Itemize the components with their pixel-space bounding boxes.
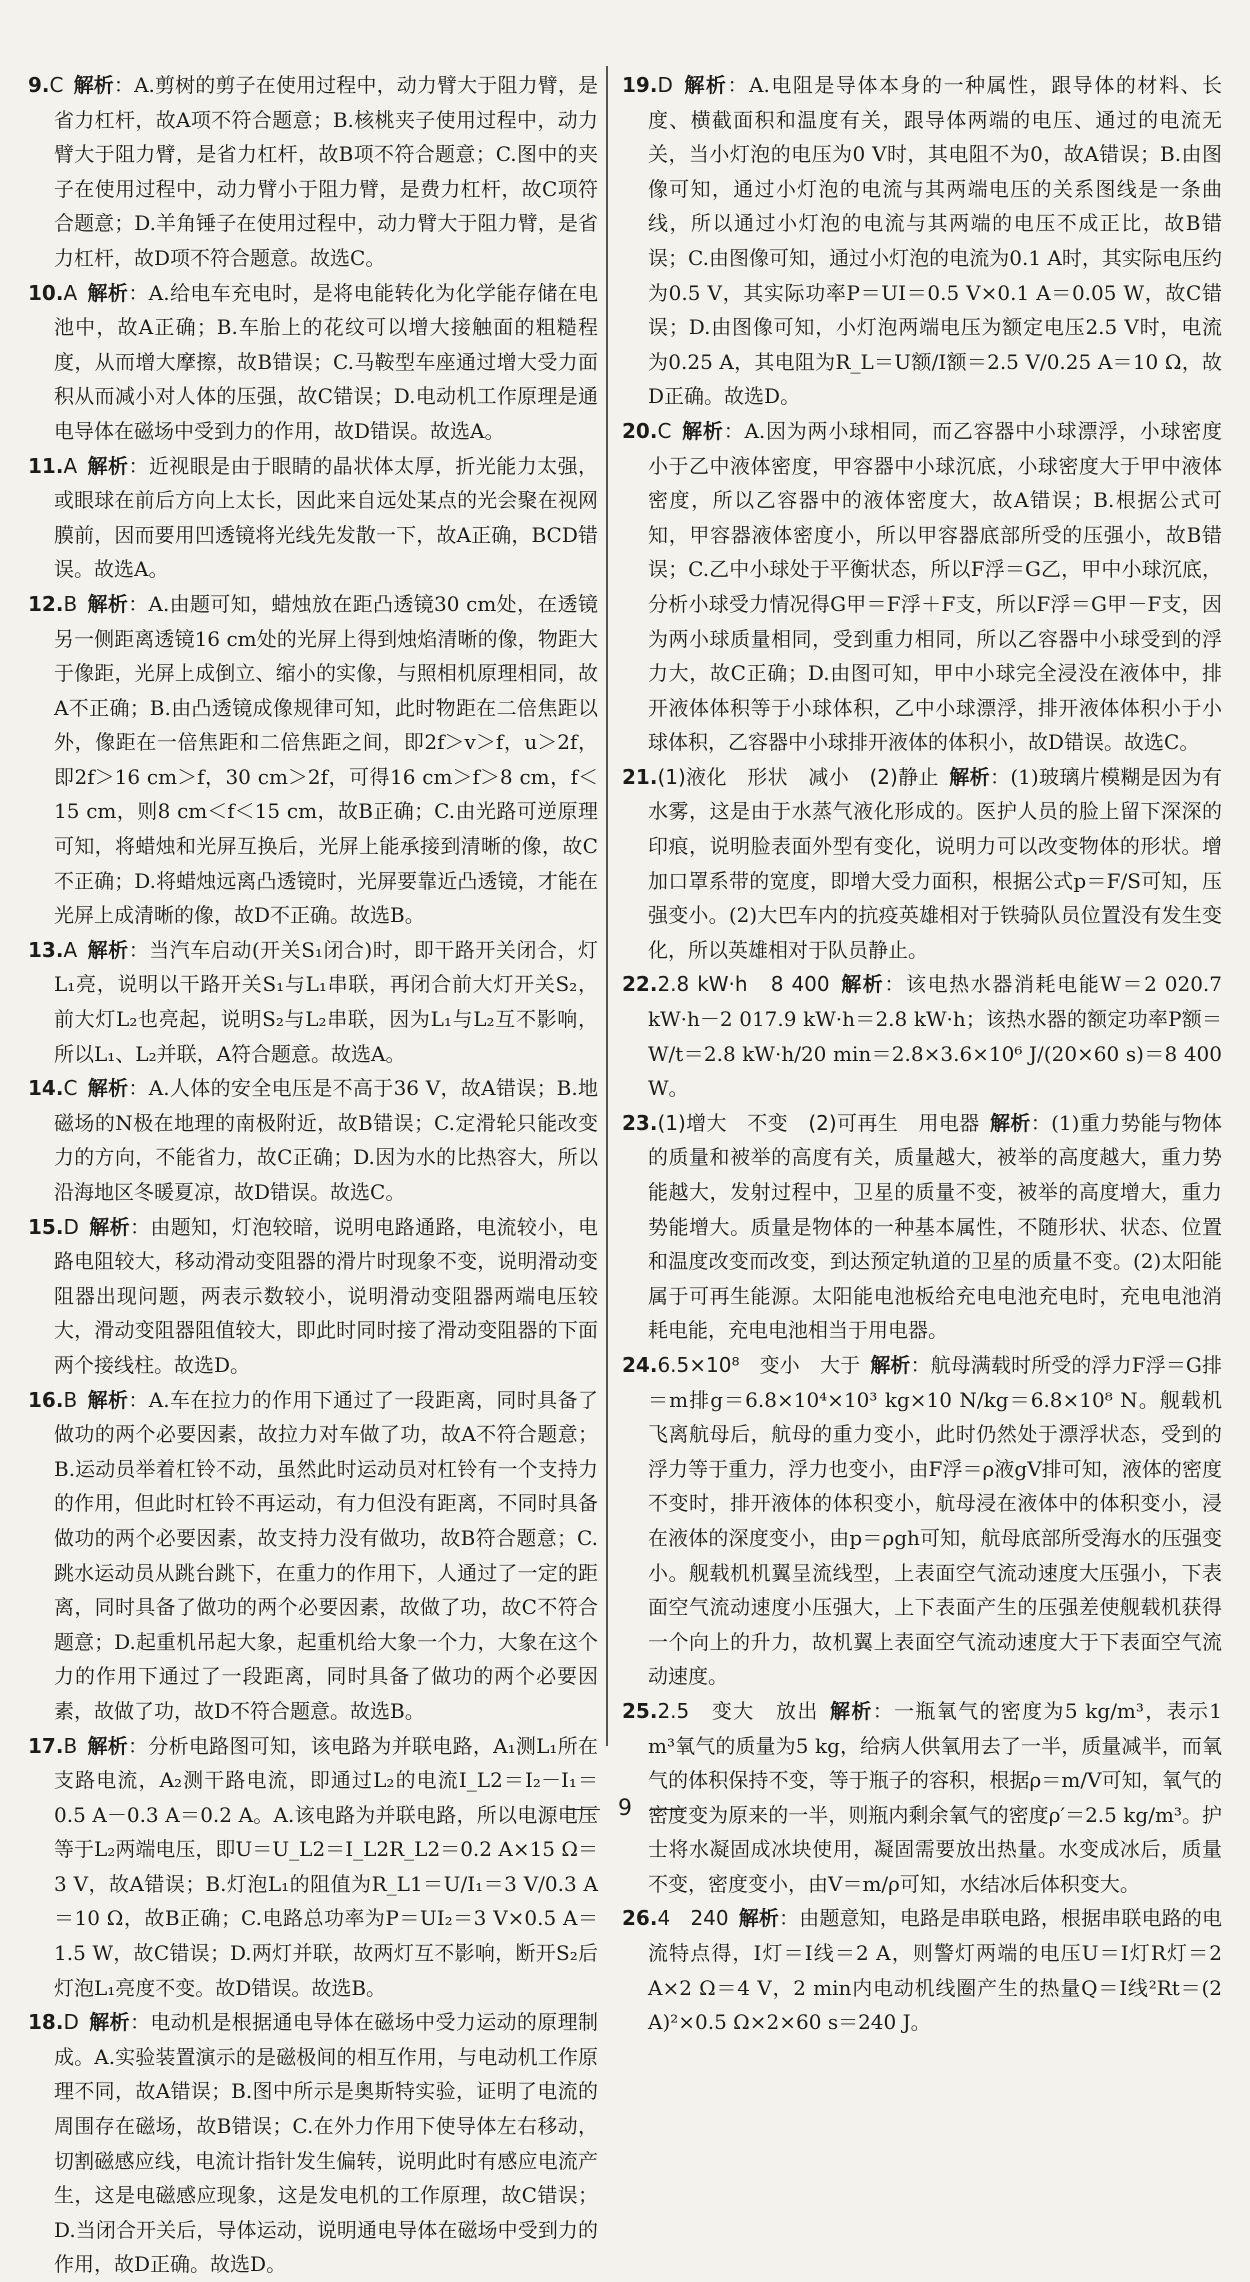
analysis-label: 解析 [73, 73, 114, 97]
answer-key: B [63, 1733, 78, 1758]
answer-item: 25.2.5 变大 放出 解析：一瓶氧气的密度为5 kg/m³，表示1 m³氧气的质量为5 kg，给病人供氧用去了一半，质量减半，而氧气的体积保持不变，等于瓶子的容积，根据ρ＝m/V可知，氧气的密度变为原来的一半，则瓶内剩余氧气的密度ρ′＝2.5 kg/m³。护士将水凝固成冰块使用，凝固需要放出热量。水变成冰后，质量不变，密度变小，由V＝m/ρ可知，水结冰后体积变大。 [622, 1698, 1223, 1896]
analysis-label: 解析 [88, 1214, 130, 1239]
question-number: 21. [622, 764, 658, 789]
question-number: 15. [28, 1214, 64, 1239]
column-divider [606, 66, 608, 1746]
analysis-text: A.由题可知，蜡烛放在距凸透镜30 cm处，在透镜另一侧距离透镜16 cm处的光屏上得到烛焰清晰的像，物距大于像距，光屏上成倒立、缩小的实像，与照相机原理相同，故A不正确；B.由凸透镜成像规律可知，此时物距在二倍焦距以外，像距在一倍焦距和二倍焦距之间，即2f＞v＞f，u＞2f，即2f＞16 cm＞f，30 cm＞2f，可得16 cm＞f＞8 cm，f＜15 cm，则8 cm＜f＜15 cm，故B正确；C.由光路可逆原理可知，将蜡烛和光屏互换后，光屏上能承接到清晰的像，故C不正确；D.将蜡烛远离凸透镜时，光屏要靠近凸透镜，才能在光屏上成清晰的像，故D不正确。故选B。 [54, 591, 599, 928]
answer-item: 19.D 解析：A.电阻是导体本身的一种属性，跟导体的材料、长度、横截面积和温度有关，跟导体两端的电压、通过的电流无关，当小灯泡的电压为0 V时，其电阻不为0，故A错误；B.由图像可知，通过小灯泡的电流与其两端电压的关系图线是一条曲线，所以通过小灯泡的电流与其两端的电压不成正比，故B错误；C.由图像可知，通过小灯泡的电流为0.1 A时，其实际电压约为0.5 V，其实际功率P＝UI＝0.5 V×0.1 A＝0.05 W，故C错误；D.由图像可知，小灯泡两端电压为额定电压2.5 V时，电流为0.25 A，其电阻为R_L＝U额/I额＝2.5 V/0.25 A＝10 Ω，故D正确。故选D。 [622, 73, 1223, 409]
analysis-text: 一瓶氧气的密度为5 kg/m³，表示1 m³氧气的质量为5 kg，给病人供氧用去了一半，质量减半，而氧气的体积保持不变，等于瓶子的容积，根据ρ＝m/V可知，氧气的密度变为原来的一半，则瓶内剩余氧气的密度ρ′＝2.5 kg/m³。护士将水凝固成冰块使用，凝固需要放出热量。水变成冰后，质量不变，密度变小，由V＝m/ρ可知，水结冰后体积变大。 [648, 1698, 1223, 1896]
analysis-text: A.剪树的剪子在使用过程中，动力臂大于阻力臂，是省力杠杆，故A项不符合题意；B.核桃夹子使用过程中，动力臂大于阻力臂，是省力杠杆，故B项不符合题意；C.图中的夹子在使用过程中，动力臂小于阻力臂，是费力杠杆，故C项符合题意；D.羊角锤子在使用过程中，动力臂大于阻力臂，是省力杠杆，故D项不符合题意。故选C。 [54, 73, 599, 270]
answer-key: 2.8 kW·h 8 400 [657, 972, 830, 997]
analysis-text: 分析电路图可知，该电路为并联电路，A₁测L₁所在支路电流，A₂测干路电流，即通过L₂的电流I_L2＝I₂－I₁＝0.5 A－0.3 A＝0.2 A。A.该电路为并联电路，所以电源电压等于L₂两端电压，即U＝U_L2＝I_L2R_L2＝0.2 A×15 Ω＝3 V，故A错误；B.灯泡L₁的阻值为R_L1＝U/I₁＝3 V/0.3 A＝10 Ω，故B正确；C.电路总功率为P＝UI₂＝3 V×0.5 A＝1.5 W，故C错误；D.两灯并联，故两灯互不影响，断开S₂后灯泡L₁亮度不变。故D错误。故选B。 [54, 1733, 599, 2000]
analysis-text: A.因为两小球相同，而乙容器中小球漂浮，小球密度小于乙中液体密度，甲容器中小球沉底，小球密度大于甲中液体密度，所以乙容器中的液体密度大，故A错误；B.根据公式可知，甲容器液体密度小，所以甲容器底部所受的压强小，故B错误；C.乙中小球处于平衡状态，所以F浮＝G乙，甲中小球沉底，分析小球受力情况得G甲＝F浮＋F支，所以F浮＝G甲－F支，因为两小球质量相同，受到重力相同，所以乙容器中小球受到的浮力大，故C正确；D.由图可知，甲中小球完全浸没在液体中，排开液体体积等于小球体积，乙中小球漂浮，排开液体体积小于小球体积，乙容器中小球排开液体的体积小，故D错误。故选C。 [648, 418, 1223, 755]
question-number: 25. [622, 1698, 658, 1723]
analysis-text: 由题知，灯泡较暗，说明电路通路，电流较小，电路电阻较大，移动滑动变阻器的滑片时现象不变，说明滑动变阻器出现问题，两表示数较小，说明滑动变阻器两端电压较大，滑动变阻器阻值较大，即此时同时接了滑动变阻器的下面两个接线柱。故选D。 [54, 1214, 599, 1377]
answer-key: 6.5×10⁸ 变小 大于 [657, 1352, 861, 1377]
analysis-text: 当汽车启动(开关S₁闭合)时，即干路开关闭合，灯L₁亮，说明以干路开关S₁与L₁串联，再闭合前大灯开关S₂，前大灯L₂也亮起，说明S₂与L₂串联，因为L₁与L₂互不影响，所以L₁、L₂并联，A符合题意。故选A。 [54, 937, 599, 1066]
analysis-label: 解析 [738, 1906, 780, 1931]
question-number: 13. [28, 937, 64, 962]
analysis-text: 航母满载时所受的浮力F浮＝G排＝m排g＝6.8×10⁴×10³ kg×10 N/kg＝6.8×10⁸ N。舰载机飞离航母后，航母的重力变小，此时仍然处于漂浮状态，受到的浮力等于重力，浮力也变小，由F浮＝ρ液gV排可知，液体的密度不变时，排开液体的体积变小，航母浸在液体中的体积变小，浸在液体的深度变小，由p＝ρgh可知，航母底部所受海水的压强变小。舰载机机翼呈流线型，上表面空气流动速度大压强小，下表面空气流动速度小压强大，上下表面产生的压强差使舰载机获得一个向上的升力，故机翼上表面空气流动速度大于下表面空气流动速度。 [648, 1352, 1223, 1689]
answer-key: (1)液化 形状 减小 (2)静止 [657, 764, 939, 789]
analysis-text: A.人体的安全电压是不高于36 V，故A错误；B.地磁场的N极在地理的南极附近，故B错误；C.定滑轮只能改变力的方向，不能省力，故C正确；D.因为水的比热容大，所以沿海地区冬暖夏凉，故D错误。故选C。 [54, 1076, 599, 1204]
answer-key: A [63, 937, 78, 962]
answer-item: 17.B 解析：分析电路图可知，该电路为并联电路，A₁测L₁所在支路电流，A₂测干路电流，即通过L₂的电流I_L2＝I₂－I₁＝0.5 A－0.3 A＝0.2 A。A.该电路为并联电路，所以电源电压等于L₂两端电压，即U＝U_L2＝I_L2R_L2＝0.2 A×15 Ω＝3 V，故A错误；B.灯泡L₁的阻值为R_L1＝U/I₁＝3 V/0.3 A＝10 Ω，故B正确；C.电路总功率为P＝UI₂＝3 V×0.5 A＝1.5 W，故C错误；D.两灯并联，故两灯互不影响，断开S₂后灯泡L₁亮度不变。故D错误。故选B。 [28, 1733, 599, 2000]
analysis-label: 解析 [828, 1698, 873, 1723]
question-number: 10. [28, 280, 64, 305]
analysis-label: 解析 [682, 73, 728, 97]
question-number: 26. [622, 1906, 658, 1931]
page-number: 9 [618, 1796, 632, 1821]
question-number: 24. [622, 1352, 658, 1377]
answer-item: 18.D 解析：电动机是根据通电导体在磁场中受力运动的原理制成。A.实验装置演示的是磁极间的相互作用，与电动机工作原理不同，故A错误；B.图中所示是奥斯特实验，证明了电流的周围存在磁场，故B错误；C.在外力作用下使导体左右移动，切割磁感应线，电流计指针发生偏转，说明此时有感应电流产生，这是电磁感应现象，这是发电机的工作原理，故C错误；D.当闭合开关后，导体运动，说明通电导体在磁场中受到力的作用，故D正确。故选D。 [28, 2010, 599, 2277]
question-number: 14. [28, 1076, 64, 1101]
right-column [622, 68, 1222, 2040]
analysis-label: 解析 [989, 1110, 1031, 1135]
answer-key: B [63, 1387, 78, 1412]
answer-item: 9.C 解析：A.剪树的剪子在使用过程中，动力臂大于阻力臂，是省力杠杆，故A项不符合题意；B.核桃夹子使用过程中，动力臂大于阻力臂，是省力杠杆，故B项不符合题意；C.图中的夹子在使用过程中，动力臂小于阻力臂，是费力杠杆，故C项符合题意；D.羊角锤子在使用过程中，动力臂大于阻力臂，是省力杠杆，故D项不符合题意。故选C。 [28, 73, 599, 270]
analysis-label: 解析 [87, 280, 129, 305]
analysis-label: 解析 [87, 453, 129, 478]
analysis-label: 解析 [681, 418, 724, 443]
question-number: 11. [28, 453, 64, 478]
question-number: 20. [622, 418, 658, 443]
question-number: 9. [28, 73, 50, 97]
answer-item: 14.C 解析：A.人体的安全电压是不高于36 V，故A错误；B.地磁场的N极在地理的南极附近，故B错误；C.定滑轮只能改变力的方向，不能省力，故C正确；D.因为水的比热容大，所以沿海地区冬暖夏凉，故D错误。故选C。 [28, 1076, 599, 1204]
analysis-label: 解析 [948, 764, 990, 789]
question-number: 16. [28, 1387, 64, 1412]
analysis-text: A.车在拉力的作用下通过了一段距离，同时具备了做功的两个必要因素，故拉力对车做了功，故A不符合题意；B.运动员举着杠铃不动，虽然此时运动员对杠铃有一个支持力的作用，但此时杠铃不再运动，有力但没有距离，不同时具备做功的两个必要因素，故支持力没有做功，故B符合题意；C.跳水运动员从跳台跳下，在重力的作用下，人通过了一定的距离，同时具备了做功的两个必要因素，故做了功，故C不符合题意；D.起重机吊起大象，起重机给大象一个力，大象在这个力的作用下通过了一段距离，同时具备了做功的两个必要因素，故做了功，故D不符合题意。故选B。 [54, 1387, 598, 1723]
analysis-text: A.给电车充电时，是将电能转化为化学能存储在电池中，故A正确；B.车胎上的花纹可以增大接触面的粗糙程度，从而增大摩擦，故B错误；C.马鞍型车座通过增大受力面积从而减小对人体的压强，故C错误；D.电动机工作原理是通电导体在磁场中受到力的作用，故D错误。故选A。 [54, 280, 599, 443]
analysis-text: A.电阻是导体本身的一种属性，跟导体的材料、长度、横截面积和温度有关，跟导体两端的电压、通过的电流无关，当小灯泡的电压为0 V时，其电阻不为0，故A错误；B.由图像可知，通过小灯泡的电流与其两端电压的关系图线是一条曲线，所以通过小灯泡的电流与其两端的电压不成正比，故B错误；C.由图像可知，通过小灯泡的电流为0.1 A时，其实际电压约为0.5 V，其实际功率P＝UI＝0.5 V×0.1 A＝0.05 W，故C错误；D.由图像可知，小灯泡两端电压为额定电压2.5 V时，电流为0.25 A，其电阻为R_L＝U额/I额＝2.5 V/0.25 A＝10 Ω，故D正确。故选D。 [648, 73, 1223, 409]
analysis-label: 解析 [839, 972, 885, 997]
answer-item: 24.6.5×10⁸ 变小 大于 解析：航母满载时所受的浮力F浮＝G排＝m排g＝6.8×10⁴×10³ kg×10 N/kg＝6.8×10⁸ N。舰载机飞离航母后，航母的重力变小，此时仍然处于漂浮状态，受到的浮力等于重力，浮力也变小，由F浮＝ρ液gV排可知，液体的密度不变时，排开液体的体积变小，航母浸在液体中的体积变小，浸在液体的深度变小，由p＝ρgh可知，航母底部所受海水的压强变小。舰载机机翼呈流线型，上表面空气流动速度大压强小，下表面空气流动速度小压强大，上下表面产生的压强差使舰载机获得一个向上的升力，故机翼上表面空气流动速度大于下表面空气流动速度。 [622, 1352, 1223, 1689]
left-column [28, 68, 598, 2282]
answer-item: 12.B 解析：A.由题可知，蜡烛放在距凸透镜30 cm处，在透镜另一侧距离透镜16 cm处的光屏上得到烛焰清晰的像，物距大于像距，光屏上成倒立、缩小的实像，与照相机原理相同，故A不正确；B.由凸透镜成像规律可知，此时物距在二倍焦距以外，像距在一倍焦距和二倍焦距之间，即2f＞v＞f，u＞2f，即2f＞16 cm＞f，30 cm＞2f，可得16 cm＞f＞8 cm，f＜15 cm，则8 cm＜f＜15 cm，故B正确；C.由光路可逆原理可知，将蜡烛和光屏互换后，光屏上能承接到清晰的像，故C不正确；D.将蜡烛远离凸透镜时，光屏要靠近凸透镜，才能在光屏上成清晰的像，故D不正确。故选B。 [28, 591, 599, 928]
answer-key: C [657, 418, 672, 443]
answer-key: (1)增大 不变 (2)可再生 用电器 [657, 1110, 980, 1135]
analysis-label: 解析 [87, 1733, 129, 1758]
analysis-label: 解析 [87, 591, 129, 616]
answer-item: 10.A 解析：A.给电车充电时，是将电能转化为化学能存储在电池中，故A正确；B.车胎上的花纹可以增大接触面的粗糙程度，从而增大摩擦，故B错误；C.马鞍型车座通过增大受力面积从而减小对人体的压强，故C错误；D.电动机工作原理是通电导体在磁场中受到力的作用，故D错误。故选A。 [28, 280, 599, 443]
answer-key: D [63, 2010, 79, 2035]
answer-key: D [657, 73, 673, 97]
answer-item: 23.(1)增大 不变 (2)可再生 用电器 解析：(1)重力势能与物体的质量和被举的高度有关，质量越大，被举的高度越大，重力势能越大，发射过程中，卫星的质量不变，被举的高度增大，重力势能增大。质量是物体的一种基本属性，不随形状、状态、位置和温度改变而改变，到达预定轨道的卫星的质量不变。(2)太阳能属于可再生能源。太阳能电池板给充电电池充电时，充电电池消耗电能，充电电池相当于用电器。 [622, 1110, 1222, 1343]
question-number: 12. [28, 591, 64, 616]
answer-item: 16.B 解析：A.车在拉力的作用下通过了一段距离，同时具备了做功的两个必要因素，故拉力对车做了功，故A不符合题意；B.运动员举着杠铃不动，虽然此时运动员对杠铃有一个支持力的作用，但此时杠铃不再运动，有力但没有距离，不同时具备做功的两个必要因素，故支持力没有做功，故B符合题意；C.跳水运动员从跳台跳下，在重力的作用下，人通过了一定的距离，同时具备了做功的两个必要因素，故做了功，故C不符合题意；D.起重机吊起大象，起重机给大象一个力，大象在这个力的作用下通过了一段距离，同时具备了做功的两个必要因素，故做了功，故D不符合题意。故选B。 [28, 1387, 598, 1723]
analysis-label: 解析 [87, 937, 129, 962]
analysis-text: 近视眼是由于眼睛的晶状体太厚，折光能力太强，或眼球在前后方向上太长，因此来自远处某点的光会聚在视网膜前，因而要用凹透镜将光线先发散一下，故A正确，BCD错误。故选A。 [54, 453, 599, 582]
answer-key: 4 240 [657, 1906, 729, 1931]
answer-item: 21.(1)液化 形状 减小 (2)静止 解析：(1)玻璃片模糊是因为有水雾，这是由于水蒸气液化形成的。医护人员的脸上留下深深的印痕，说明脸表面外型有变化，说明力可以改变物体的形状。增加口罩系带的宽度，即增大受力面积，根据公式p＝F/S可知，压强变小。(2)大巴车内的抗疫英雄相对于铁骑队员位置没有发生变化，所以英雄相对于队员静止。 [622, 764, 1222, 962]
answer-key: B [63, 591, 78, 616]
question-number: 19. [622, 73, 658, 97]
analysis-label: 解析 [87, 1076, 129, 1101]
answer-item: 20.C 解析：A.因为两小球相同，而乙容器中小球漂浮，小球密度小于乙中液体密度，甲容器中小球沉底，小球密度大于甲中液体密度，所以乙容器中的液体密度大，故A错误；B.根据公式可知，甲容器液体密度小，所以甲容器底部所受的压强小，故B错误；C.乙中小球处于平衡状态，所以F浮＝G乙，甲中小球沉底，分析小球受力情况得G甲＝F浮＋F支，所以F浮＝G甲－F支，因为两小球质量相同，受到重力相同，所以乙容器中小球受到的浮力大，故C正确；D.由图可知，甲中小球完全浸没在液体中，排开液体体积等于小球体积，乙中小球漂浮，排开液体体积小于小球体积，乙容器中小球排开液体的体积小，故D错误。故选C。 [622, 418, 1223, 755]
footer-dash-left [566, 1809, 600, 1810]
answer-key: D [63, 1214, 79, 1239]
question-number: 23. [622, 1110, 658, 1135]
answer-item: 22.2.8 kW·h 8 400 解析：该电热水器消耗电能W＝2 020.7 kW·h－2 017.9 kW·h＝2.8 kW·h；该热水器的额定功率P额＝W/t＝2.8 kW·h/20 min＝2.8×3.6×10⁶ J/(20×60 s)＝8 400 W。 [622, 972, 1223, 1101]
analysis-label: 解析 [870, 1352, 911, 1377]
answer-item: 13.A 解析：当汽车启动(开关S₁闭合)时，即干路开关闭合，灯L₁亮，说明以干路开关S₁与L₁串联，再闭合前大灯开关S₂，前大灯L₂也亮起，说明S₂与L₂串联，因为L₁与L₂互不影响，所以L₁、L₂并联，A符合题意。故选A。 [28, 937, 599, 1066]
answer-item: 11.A 解析：近视眼是由于眼睛的晶状体太厚，折光能力太强，或眼球在前后方向上太长，因此来自远处某点的光会聚在视网膜前，因而要用凹透镜将光线先发散一下，故A正确，BCD错误。故选A。 [28, 453, 599, 582]
analysis-text: (1)重力势能与物体的质量和被举的高度有关，质量越大，被举的高度越大，重力势能越大，发射过程中，卫星的质量不变，被举的高度增大，重力势能增大。质量是物体的一种基本属性，不随形状、状态、位置和温度改变而改变，到达预定轨道的卫星的质量不变。(2)太阳能属于可再生能源。太阳能电池板给充电电池充电时，充电电池消耗电能，充电电池相当于用电器。 [648, 1110, 1222, 1343]
question-number: 17. [28, 1733, 64, 1758]
footer-dash-right [650, 1809, 684, 1810]
answer-key: C [63, 1076, 78, 1101]
analysis-label: 解析 [87, 1387, 129, 1412]
answer-key: A [63, 280, 78, 305]
analysis-text: 该电热水器消耗电能W＝2 020.7 kW·h－2 017.9 kW·h＝2.8 kW·h；该热水器的额定功率P额＝W/t＝2.8 kW·h/20 min＝2.8×3.6×10⁶ J/(20×60 s)＝8 400 W。 [648, 972, 1223, 1101]
analysis-text: 电动机是根据通电导体在磁场中受力运动的原理制成。A.实验装置演示的是磁极间的相互作用，与电动机工作原理不同，故A错误；B.图中所示是奥斯特实验，证明了电流的周围存在磁场，故B错误；C.在外力作用下使导体左右移动，切割磁感应线，电流计指针发生偏转，说明此时有感应电流产生，这是电磁感应现象，这是发电机的工作原理，故C错误；D.当闭合开关后，导体运动，说明通电导体在磁场中受到力的作用，故D正确。故选D。 [54, 2010, 599, 2277]
question-number: 18. [28, 2010, 64, 2035]
answer-key: 2.5 变大 放出 [657, 1698, 819, 1723]
question-number: 22. [622, 972, 658, 997]
analysis-text: 由题意知，电路是串联电路，根据串联电路的电流特点得，I灯＝I线＝2 A，则警灯两端的电压U＝I灯R灯＝2 A×2 Ω＝4 V，2 min内电动机线圈产生的热量Q＝I线²Rt＝(2 A)²×0.5 Ω×2×60 s＝240 J。 [648, 1906, 1222, 2035]
analysis-label: 解析 [88, 2010, 130, 2035]
answer-item: 26.4 240 解析：由题意知，电路是串联电路，根据串联电路的电流特点得，I灯＝I线＝2 A，则警灯两端的电压U＝I灯R灯＝2 A×2 Ω＝4 V，2 min内电动机线圈产生的热量Q＝I线²Rt＝(2 A)²×0.5 Ω×2×60 s＝240 J。 [622, 1906, 1222, 2035]
analysis-text: (1)玻璃片模糊是因为有水雾，这是由于水蒸气液化形成的。医护人员的脸上留下深深的印痕，说明脸表面外型有变化，说明力可以改变物体的形状。增加口罩系带的宽度，即增大受力面积，根据公式p＝F/S可知，压强变小。(2)大巴车内的抗疫英雄相对于铁骑队员位置没有发生变化，所以英雄相对于队员静止。 [648, 764, 1222, 962]
answer-key: A [63, 453, 78, 478]
answer-item: 15.D 解析：由题知，灯泡较暗，说明电路通路，电流较小，电路电阻较大，移动滑动变阻器的滑片时现象不变，说明滑动变阻器出现问题，两表示数较小，说明滑动变阻器两端电压较大，滑动变阻器阻值较大，即此时同时接了滑动变阻器的下面两个接线柱。故选D。 [28, 1214, 599, 1377]
answer-key: C [49, 73, 64, 97]
page-footer [0, 1796, 1250, 1821]
